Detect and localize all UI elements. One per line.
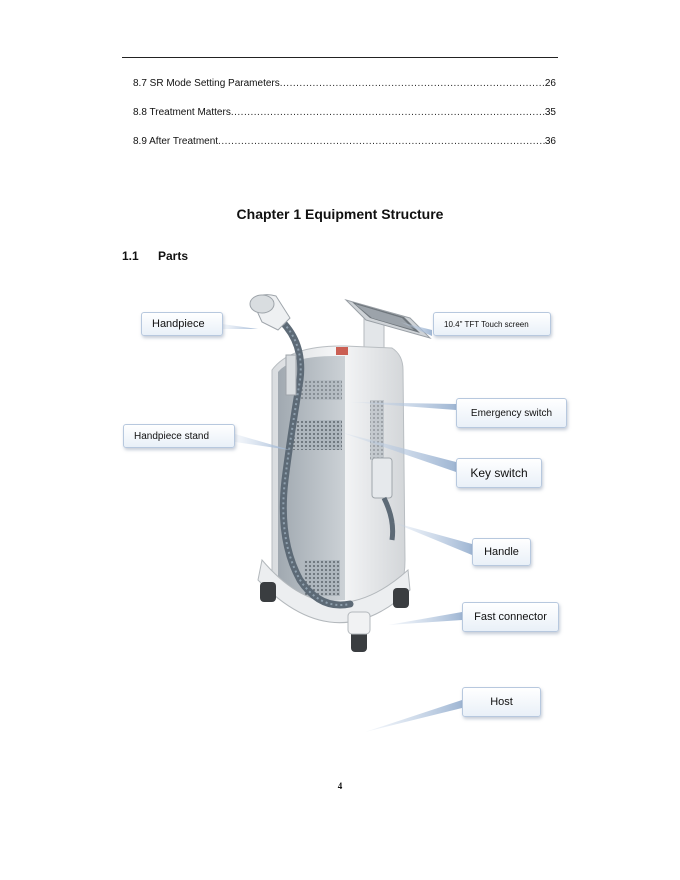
toc-entry-page: 26 [544, 78, 556, 89]
page-number: 4 [337, 781, 343, 791]
label-handpiece-stand: Handpiece stand [123, 424, 235, 448]
toc-entry-page: 35 [544, 107, 556, 118]
label-key-switch: Key switch [456, 458, 542, 488]
chapter-title: Chapter 1 Equipment Structure [236, 206, 444, 222]
section-title: Parts [158, 249, 189, 263]
toc-entry-page: 36 [544, 136, 556, 147]
toc-entry-title: 8.7 SR Mode Setting Parameters [133, 78, 280, 89]
section-number: 1.1 [122, 249, 139, 263]
label-touch-screen: 10.4" TFT Touch screen [433, 312, 551, 336]
toc-entry-title: 8.8 Treatment Matters [133, 107, 231, 118]
touch-screen-unit [346, 300, 430, 352]
toc-entry-title: 8.9 After Treatment [133, 136, 219, 147]
label-host: Host [462, 687, 541, 717]
label-fast-connector: Fast connector [462, 602, 559, 632]
label-emergency-switch: Emergency switch [456, 398, 567, 428]
label-handle: Handle [472, 538, 531, 566]
label-handpiece: Handpiece [141, 312, 223, 336]
